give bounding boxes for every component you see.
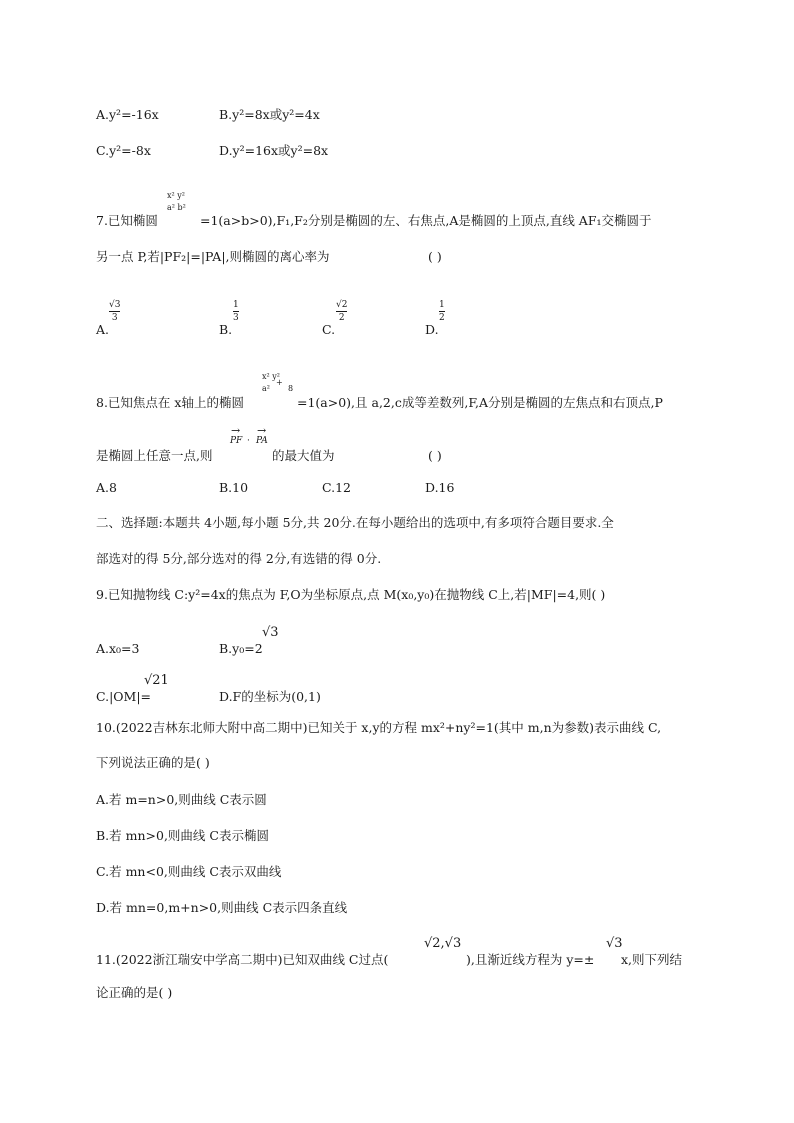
q8-option-c[interactable]: C.12 [322,480,351,495]
q8-equation-plus: + [276,378,283,387]
q7-lead: 7.已知椭圆 [96,213,158,228]
q8-vector-pf: PF [230,436,243,446]
q8-option-b[interactable]: B.10 [219,480,249,495]
q8-equation-numerators: x² y² [262,372,280,381]
q10-option-d[interactable]: D.若 mn=0,m+n>0,则曲线 C表示四条直线 [96,900,348,915]
q8-equation-denominator-a: a² [262,384,270,393]
q9-option-a[interactable]: A.x₀=3 [96,641,140,656]
q8-option-d[interactable]: D.16 [425,480,455,495]
q7-option-c-fraction: √2 2 [336,300,348,323]
q7-option-a-fraction: √3 3 [109,300,121,323]
q9-stem: 9.已知抛物线 C:y²=4x的焦点为 F,O为坐标原点,点 M(x₀,y₀)在抛物线 C上,若|MF|=4,则( ) [96,587,606,602]
section2-instructions-line2: 部选对的得 5分,部分选对的得 2分,有选错的得 0分. [96,551,382,566]
section2-instructions-line1: 二、选择题:本题共 4小题,每小题 5分,共 20分.在每小题给出的选项中,有多项符合题目要求.全 [96,515,614,530]
q6-option-c[interactable]: C.y²=-8x [96,143,151,158]
q7-line2: 另一点 P,若|PF₂|=|PA|,则椭圆的离心率为 [96,249,330,264]
q9-option-c-root: √21 [144,673,169,688]
q9-option-b[interactable]: B.y₀=2 [219,641,263,656]
q11-line1-c: x,则下列结 [621,952,683,967]
q8-vector-arrow-2: → [257,424,267,437]
q7-option-c-label[interactable]: C. [322,322,336,337]
q9-option-d[interactable]: D.F的坐标为(0,1) [219,689,321,704]
q11-line1-b: ),且渐近线方程为 y=± [466,952,595,967]
q8-answer-paren: ( ) [428,448,442,463]
q11-line2: 论正确的是( ) [96,985,173,1000]
q10-option-b[interactable]: B.若 mn>0,则曲线 C表示椭圆 [96,828,269,843]
q9-option-b-root: √3 [262,625,279,640]
q7-option-b-fraction: 1 3 [233,300,239,323]
q7-option-d-label[interactable]: D. [425,322,439,337]
q8-equation-denominator-b: 8 [288,384,294,393]
q8-line2-rest: 的最大值为 [272,448,335,463]
q6-option-d[interactable]: D.y²=16x或y²=8x [219,143,329,158]
q8-line2-lead: 是椭圆上任意一点,则 [96,448,213,463]
q10-option-a[interactable]: A.若 m=n>0,则曲线 C表示圆 [96,792,267,807]
q6-option-a[interactable]: A.y²=-16x [96,107,159,122]
q8-lead: 8.已知焦点在 x轴上的椭圆 [96,395,244,410]
q7-equation-denominators: a² b² [167,203,186,212]
q10-option-c[interactable]: C.若 mn<0,则曲线 C表示双曲线 [96,864,282,879]
q11-point-roots: √2,√3 [424,936,462,951]
q8-vector-pa: PA [256,436,268,446]
q7-option-a-label[interactable]: A. [96,322,110,337]
q11-line1-a: 11.(2022浙江瑞安中学高二期中)已知双曲线 C过点( [96,952,389,967]
q8-option-a[interactable]: A.8 [96,480,117,495]
q7-answer-paren: ( ) [428,249,442,264]
q7-option-d-fraction: 1 2 [439,300,445,323]
q7-option-b-label[interactable]: B. [219,322,233,337]
q8-dot-product: · [247,436,250,446]
q9-option-c[interactable]: C.|OM|= [96,689,152,704]
q7-equation-numerators: x² y² [167,191,185,200]
q10-line1: 10.(2022吉林东北师大附中高二期中)已知关于 x,y的方程 mx²+ny²=1(其中 m,n为参数)表示曲线 C, [96,720,662,735]
q10-line2: 下列说法正确的是( ) [96,755,210,770]
q11-asymptote-root: √3 [606,936,623,951]
q8-vector-arrow-1: → [231,424,241,437]
q7-line1: =1(a>b>0),F₁,F₂分别是椭圆的左、右焦点,A是椭圆的上顶点,直线 AF₁交椭圆于 [200,213,652,228]
q6-option-b[interactable]: B.y²=8x或y²=4x [219,107,320,122]
q8-line1: =1(a>0),且 a,2,c成等差数列,F,A分别是椭圆的左焦点和右顶点,P [297,395,663,410]
